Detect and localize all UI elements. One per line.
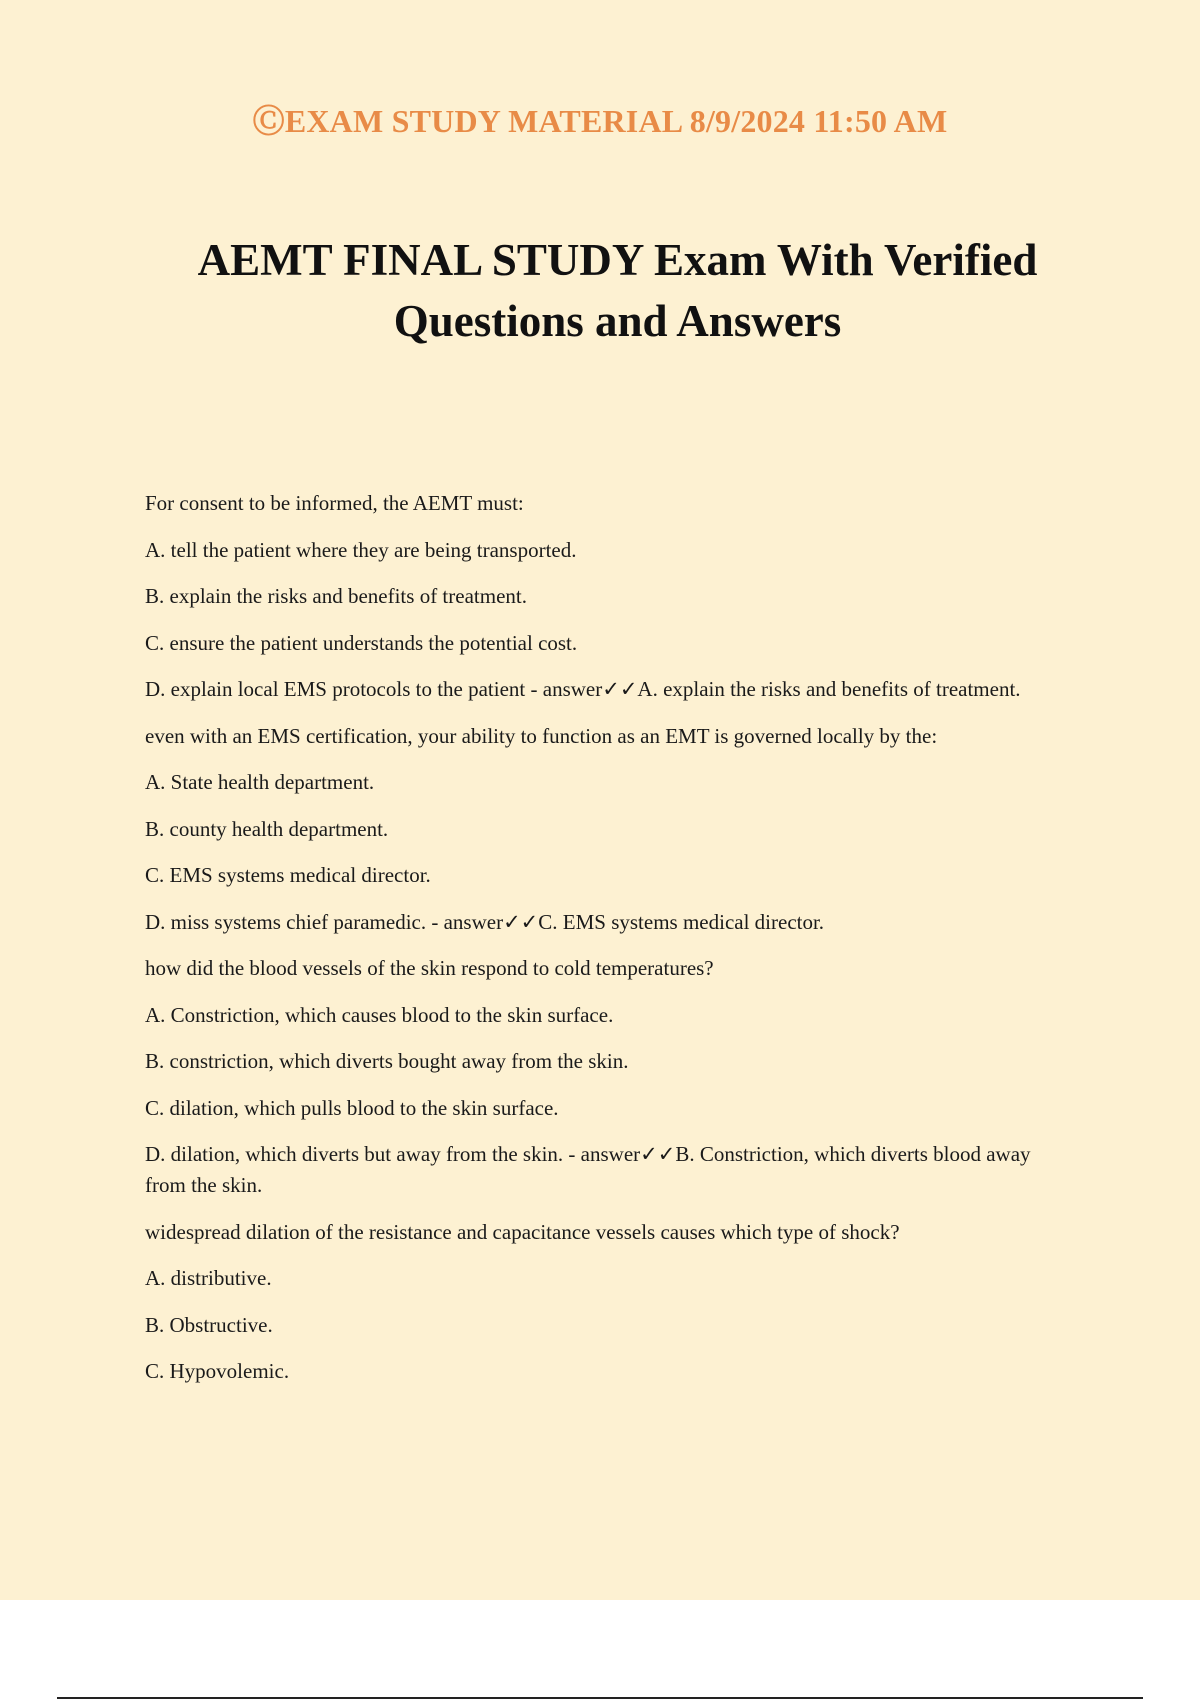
watermark-header: ⒸEXAM STUDY MATERIAL 8/9/2024 11:50 AM [252,103,948,139]
question-1-option-d-answer: D. explain local EMS protocols to the patient - answer✓✓A. explain the risks and benefits of treatment. [145,677,1021,701]
question-2-option-c: C. EMS systems medical director. [145,863,431,887]
page-divider [57,1697,1143,1699]
question-1-option-b: B. explain the risks and benefits of treatment. [145,584,527,608]
question-3-option-b: B. constriction, which diverts bought away from the skin. [145,1049,629,1073]
document-title [100,230,1135,352]
question-2-option-d-answer: D. miss systems chief paramedic. - answer✓✓C. EMS systems medical director. [145,909,825,934]
question-4-option-a: A. distributive. [145,1266,272,1290]
question-4-prompt: widespread dilation of the resistance and capacitance vessels causes which type of shock? [145,1219,900,1244]
question-4-option-c: C. Hypovolemic. [145,1359,290,1383]
question-list [145,488,1075,1403]
question-3-option-d-answer: D. dilation, which diverts but away from the skin. - answer✓✓B. Constriction, which diverts blood away from the skin. [145,1142,1031,1197]
question-2-option-b: B. county health department. [145,816,389,841]
title-line-1: AEMT FINAL STUDY Exam With Verified [197,235,1038,285]
question-3-prompt: how did the blood vessels of the skin respond to cold temperatures? [145,956,714,980]
question-3-option-c: C. dilation, which pulls blood to the skin surface. [145,1095,559,1120]
question-2-option-a: A. State health department. [145,770,375,794]
question-1-option-c: C. ensure the patient understands the potential cost. [145,630,578,655]
question-3-option-a: A. Constriction, which causes blood to the skin surface. [145,1002,614,1027]
question-4-option-b: B. Obstructive. [145,1312,273,1337]
title-line-2: Questions and Answers [393,296,842,346]
question-1-option-a: A. tell the patient where they are being transported. [145,537,577,562]
question-1-prompt: For consent to be informed, the AEMT must: [145,491,524,515]
question-2-prompt: even with an EMS certification, your ability to function as an EMT is governed locally by the: [145,723,938,748]
